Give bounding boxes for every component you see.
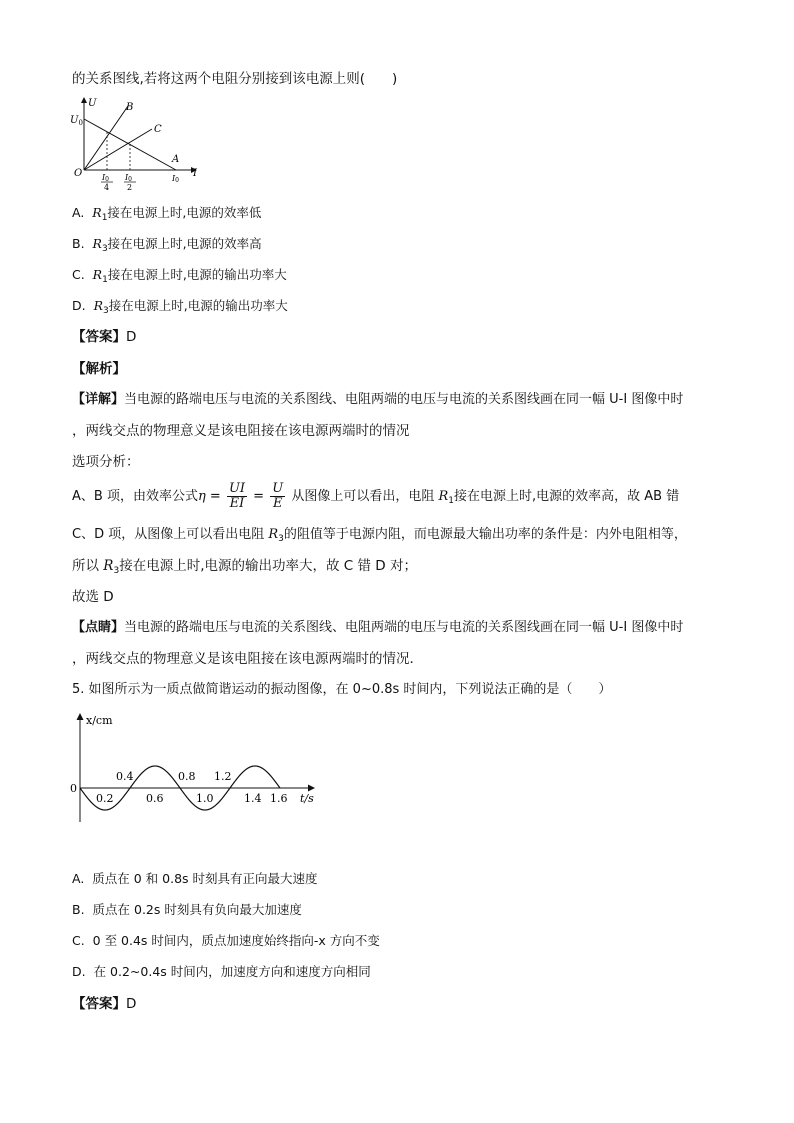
q4-option-a: A. $R_1$接在电源上时,电源的效率低 [72,205,262,223]
label-b: B [126,102,134,113]
tick-i0: I0 [172,174,179,184]
origin-label: 0 [70,782,77,795]
tick-i0-4-den: 4 [104,183,110,192]
q4-option-c: C. $R_1$接在电源上时,电源的输出功率大 [72,267,287,285]
q4-analysis-label: 选项分析： [72,454,140,470]
q4-stem-tail: 的关系图线,若将这两个电阻分别接到该电源上则( ) [72,71,398,87]
q5-stem: 5. 如图所示为一质点做简谐运动的振动图像，在 0~0.8s 时间内，下列说法正确的是（ ） [72,682,612,697]
label-c: C [154,124,162,135]
q4-answer: 【答案】D [72,329,137,345]
label-a: A [172,154,180,165]
q5-option-a: A. 质点在 0 和 0.8s 时刻具有正向最大速度 [72,871,318,886]
efficiency-fraction-2: $\frac{U}{E}$ [272,481,284,511]
q5-option-b: B. 质点在 0.2s 时刻具有负向最大加速度 [72,902,302,917]
tick-i0-4-num: I0 [102,173,109,183]
label-u: U [88,98,97,109]
q4-analysis-heading: 【解析】 [72,361,126,377]
q4-choose: 故选 D [72,589,114,605]
q4-comment-line1: 【点睛】当电源的路端电压与电流的关系图线、电阻两端的电压与电流的关系图线画在同一幅 U-I 图像中时 [72,620,684,635]
tick-1-2: 1.2 [214,770,232,783]
line-c [84,129,152,170]
efficiency-fraction-1: $\frac{UI}{EI}$ [228,481,246,511]
q4-cd-analysis-line1: C、D 项，从图像上可以看出电阻 $R_3$的阻值等于电源内阻，而电源最大输出功率的条件是：内外电阻相等， [72,527,687,544]
x-axis-label: t/s [300,792,314,805]
q4-ui-graph [66,94,216,194]
q4-detail-line2: ，两线交点的物理意义是该电阻接在该电源两端时的情况 [72,423,410,439]
label-u0: $U_0$ [70,115,83,127]
q4-detail-line1: 【详解】当电源的路端电压与电流的关系图线、电阻两端的电压与电流的关系图线画在同一幅 U-I 图像中时 [72,392,684,407]
q5-vibration-graph [66,708,326,828]
line-b [84,106,128,170]
q5-answer: 【答案】D [72,996,137,1012]
tick-1-4: 1.4 [244,792,262,805]
tick-1-6: 1.6 [270,792,288,805]
q5-option-c: C. 0 至 0.4s 时间内，质点加速度始终指向-x 方向不变 [72,933,380,948]
q4-ab-analysis: A、B 项，由效率公式η = $\frac{UI}{EI}$ = $\frac{U}{E}$ 从图像上可以看出，电阻 $R_1$接在电源上时,电源的效率高，故 AB 错 [72,481,680,511]
q4-option-d: D. $R_3$接在电源上时,电源的输出功率大 [72,298,288,316]
tick-0-2: 0.2 [96,792,114,805]
label-o: O [74,168,83,179]
tick-i0-2-num: I0 [125,173,132,183]
q4-option-b: B. $R_3$接在电源上时,电源的效率高 [72,236,262,254]
tick-0-8: 0.8 [178,770,196,783]
tick-0-6: 0.6 [146,792,164,805]
tick-1-0: 1.0 [196,792,214,805]
tick-0-4: 0.4 [116,770,134,783]
y-axis-label: x/cm [86,714,113,727]
q4-cd-analysis-line2: 所以 $R_3$接在电源上时,电源的输出功率大，故 C 错 D 对； [72,558,417,576]
tick-i0-2-den: 2 [127,183,133,192]
q5-option-d: D. 在 0.2~0.4s 时间内，加速度方向和速度方向相同 [72,964,371,979]
label-i: I [193,168,197,179]
q4-comment-line2: ，两线交点的物理意义是该电阻接在该电源两端时的情况． [72,651,423,667]
